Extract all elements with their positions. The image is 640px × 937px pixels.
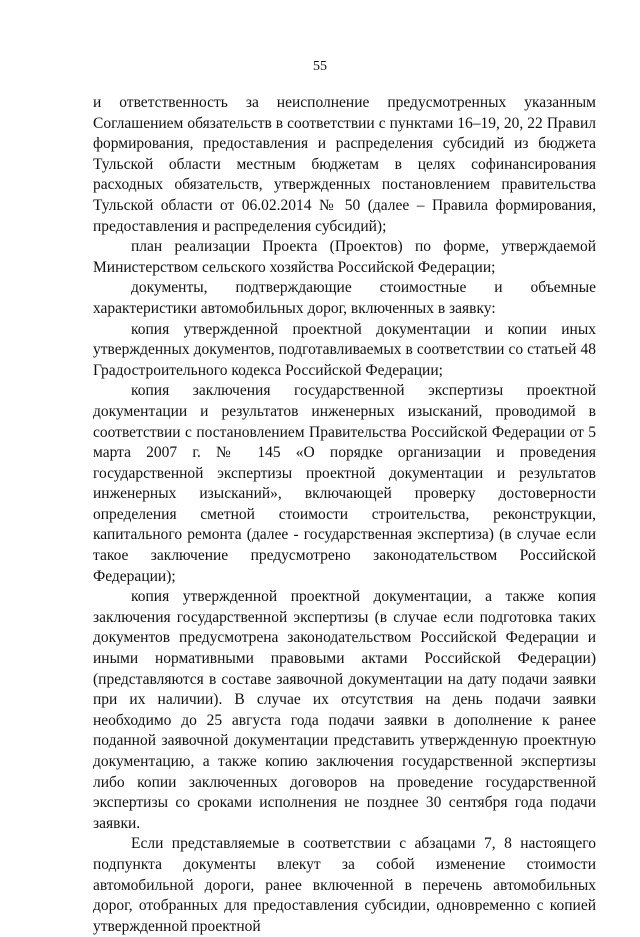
document-body <box>93 93 596 937</box>
paragraph-design-docs-copy: копия утвержденной проектной документации и копии иных утвержденных документов, подготавливаемых в соответствии со статьей 48 Градостроительного кодекса Российской Федерации; <box>93 320 596 379</box>
paragraph-road-documents: документы, подтверждающие стоимостные и объемные характеристики автомобильных дорог, включенных в заявку: <box>93 279 596 317</box>
paragraph-responsibility: и ответственность за неисполнение предусмотренных указанным Соглашением обязательств в соответствии с пунктами 16–19, 20, 22 Правил формирования, предоставления и распределения субсидий из бюджета Тульской области местным бюджетам в целях софинансирования расходных обязательств, утвержденных постановлением правительства Тульской области от 06.02.2014 № 50 (далее – Правила формирования, предоставления и распределения субсидий); <box>93 94 596 235</box>
paragraph-expertise-conclusion: копия заключения государственной экспертизы проектной документации и результатов инженерных изысканий, проводимой в соответствии с постановлением Правительства Российской Федерации от 5 марта 2007 г. № 145 «О порядке организации и проведения государственной экспертизы проектной документации и результатов инженерных изысканий», включающей проверку достоверности определения сметной стоимости строительства, реконструкции, капитального ремонта (далее - государственная экспертиза) (в случае если такое заключение предусмотрено законодательством Российской Федерации); <box>93 382 596 585</box>
paragraph-cost-change: Если представляемые в соответствии с абзацами 7, 8 настоящего подпункта документы влекут за собой изменение стоимости автомобильной дороги, ранее включенной в перечень автомобильных дорог, отобранных для предоставления субсидии, одновременно с копией утвержденной проектной <box>93 835 596 935</box>
page-number: 55 <box>313 59 327 74</box>
paragraph-design-and-expertise-copy: копия утвержденной проектной документации, а также копия заключения государственной экспертизы (в случае если подготовка таких документов предусмотрена законодательством Российской Федерации и иными нормативными правовыми актами Российской Федерации) (представляются в составе заявочной документации на дату подачи заявки при их наличии). В случае их отсутствия на день подачи заявки необходимо до 25 августа года подачи заявки в дополнение к ранее поданной заявочной документации представить утвержденную проектную документацию, а также копию заключения государственной экспертизы либо копии заключенных договоров на проведение государственной экспертизы со сроками исполнения не позднее 30 сентября года подачи заявки. <box>93 588 596 832</box>
paragraph-project-plan: план реализации Проекта (Проектов) по форме, утверждаемой Министерством сельского хозяйства Российской Федерации; <box>93 238 596 276</box>
